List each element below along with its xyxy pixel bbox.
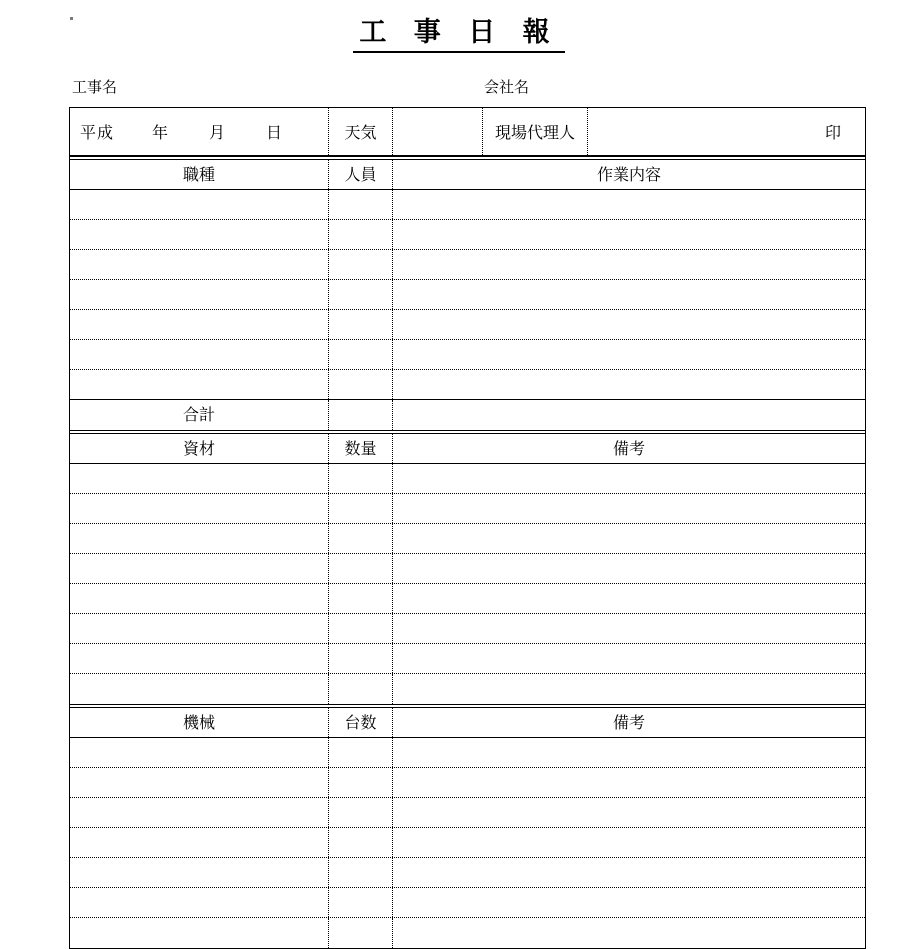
materials-cell-remarks[interactable] (393, 464, 865, 493)
labor-cell-work-content[interactable] (393, 220, 865, 249)
table-row[interactable] (70, 918, 865, 948)
machinery-cell-units[interactable] (329, 888, 393, 917)
materials-cell-quantity[interactable] (329, 554, 393, 583)
project-name-label: 工事名 (72, 78, 118, 96)
materials-cell-remarks[interactable] (393, 674, 865, 704)
machinery-header-units: 台数 (329, 708, 393, 737)
table-row[interactable] (70, 280, 865, 310)
materials-cell-quantity[interactable] (329, 494, 393, 523)
page-title-container (0, 18, 918, 53)
table-row[interactable] (70, 738, 865, 768)
materials-cell-material[interactable] (70, 554, 329, 583)
table-row[interactable] (70, 614, 865, 644)
machinery-cell-remarks[interactable] (393, 798, 865, 827)
materials-cell-material[interactable] (70, 494, 329, 523)
day-label: 日 (266, 123, 284, 142)
labor-header-work-content: 作業内容 (596, 164, 661, 184)
materials-cell-material[interactable] (70, 524, 329, 553)
labor-cell-personnel[interactable] (329, 370, 393, 399)
materials-cell-remarks[interactable] (393, 584, 865, 613)
materials-cell-material[interactable] (70, 614, 329, 643)
machinery-cell-remarks[interactable] (393, 918, 865, 948)
materials-header-remarks: 備考 (612, 438, 645, 458)
table-row[interactable] (70, 464, 865, 494)
table-row[interactable] (70, 190, 865, 220)
machinery-cell-units[interactable] (329, 798, 393, 827)
labor-cell-job-type[interactable] (70, 220, 329, 249)
machinery-cell-machine[interactable] (70, 738, 329, 767)
table-row[interactable] (70, 768, 865, 798)
table-row[interactable] (70, 494, 865, 524)
labor-cell-work-content[interactable] (393, 370, 865, 399)
materials-cell-quantity[interactable] (329, 674, 393, 704)
table-row[interactable] (70, 310, 865, 340)
labor-cell-job-type[interactable] (70, 370, 329, 399)
site-agent-label: 現場代理人 (483, 108, 588, 155)
labor-cell-job-type[interactable] (70, 250, 329, 279)
machinery-cell-units[interactable] (329, 828, 393, 857)
daily-report-form (69, 107, 866, 949)
company-name-label: 会社名 (484, 78, 530, 96)
year-label: 年 (152, 123, 170, 142)
materials-cell-material[interactable] (70, 464, 329, 493)
labor-total-label: 合計 (70, 400, 329, 430)
date-field[interactable] (70, 108, 329, 155)
machinery-cell-machine[interactable] (70, 918, 329, 948)
machinery-cell-machine[interactable] (70, 798, 329, 827)
materials-cell-material[interactable] (70, 644, 329, 673)
above-table-labels (72, 76, 866, 100)
machinery-header-remarks: 備考 (612, 712, 645, 732)
materials-cell-material[interactable] (70, 674, 329, 704)
machinery-header-machine: 機械 (70, 708, 329, 737)
labor-total-row[interactable] (70, 400, 865, 430)
materials-cell-remarks[interactable] (393, 614, 865, 643)
labor-cell-personnel[interactable] (329, 340, 393, 369)
labor-cell-work-content[interactable] (393, 190, 865, 219)
machinery-cell-remarks[interactable] (393, 768, 865, 797)
table-row[interactable] (70, 888, 865, 918)
machinery-cell-remarks[interactable] (393, 888, 865, 917)
table-row[interactable] (70, 370, 865, 400)
machinery-cell-units[interactable] (329, 918, 393, 948)
page-title: 工 事 日 報 (353, 18, 564, 53)
labor-column-headers (70, 160, 865, 190)
materials-cell-material[interactable] (70, 584, 329, 613)
labor-cell-personnel[interactable] (329, 280, 393, 309)
table-row[interactable] (70, 250, 865, 280)
weather-value-field[interactable] (393, 108, 483, 155)
materials-cell-quantity[interactable] (329, 644, 393, 673)
era-label: 平成 (80, 123, 115, 142)
machinery-cell-units[interactable] (329, 858, 393, 887)
table-row[interactable] (70, 220, 865, 250)
labor-cell-work-content[interactable] (393, 310, 865, 339)
table-row[interactable] (70, 554, 865, 584)
materials-header-material: 資材 (70, 434, 329, 463)
machinery-cell-units[interactable] (329, 738, 393, 767)
materials-cell-remarks[interactable] (393, 524, 865, 553)
table-row[interactable] (70, 798, 865, 828)
table-row[interactable] (70, 584, 865, 614)
machinery-cell-units[interactable] (329, 768, 393, 797)
table-row[interactable] (70, 524, 865, 554)
labor-total-count[interactable] (329, 400, 393, 430)
materials-cell-remarks[interactable] (393, 644, 865, 673)
labor-cell-job-type[interactable] (70, 340, 329, 369)
table-row[interactable] (70, 858, 865, 888)
labor-cell-personnel[interactable] (329, 310, 393, 339)
materials-cell-quantity[interactable] (329, 584, 393, 613)
table-row[interactable] (70, 644, 865, 674)
materials-cell-remarks[interactable] (393, 494, 865, 523)
machinery-cell-remarks[interactable] (393, 828, 865, 857)
machinery-cell-remarks[interactable] (393, 738, 865, 767)
table-row[interactable] (70, 828, 865, 858)
table-row[interactable] (70, 674, 865, 704)
labor-cell-personnel[interactable] (329, 190, 393, 219)
labor-total-note[interactable] (393, 400, 865, 430)
machinery-cell-machine[interactable] (70, 768, 329, 797)
machinery-column-headers (70, 708, 865, 738)
machinery-cell-remarks[interactable] (393, 858, 865, 887)
materials-cell-quantity[interactable] (329, 464, 393, 493)
machinery-cell-machine[interactable] (70, 858, 329, 887)
form-header-row (70, 108, 865, 156)
labor-cell-personnel[interactable] (329, 250, 393, 279)
materials-column-headers (70, 434, 865, 464)
materials-cell-quantity[interactable] (329, 524, 393, 553)
labor-cell-work-content[interactable] (393, 340, 865, 369)
materials-cell-quantity[interactable] (329, 614, 393, 643)
machinery-cell-machine[interactable] (70, 888, 329, 917)
labor-cell-job-type[interactable] (70, 280, 329, 309)
labor-cell-personnel[interactable] (329, 220, 393, 249)
table-row[interactable] (70, 340, 865, 370)
labor-cell-job-type[interactable] (70, 310, 329, 339)
seal-label: 印 (824, 123, 841, 142)
materials-cell-remarks[interactable] (393, 554, 865, 583)
labor-cell-work-content[interactable] (393, 250, 865, 279)
machinery-cell-machine[interactable] (70, 828, 329, 857)
labor-header-job-type: 職種 (70, 160, 329, 189)
labor-cell-job-type[interactable] (70, 190, 329, 219)
materials-header-quantity: 数量 (329, 434, 393, 463)
labor-cell-work-content[interactable] (393, 280, 865, 309)
month-label: 月 (209, 123, 227, 142)
weather-label: 天気 (329, 108, 393, 155)
labor-header-personnel: 人員 (329, 160, 393, 189)
